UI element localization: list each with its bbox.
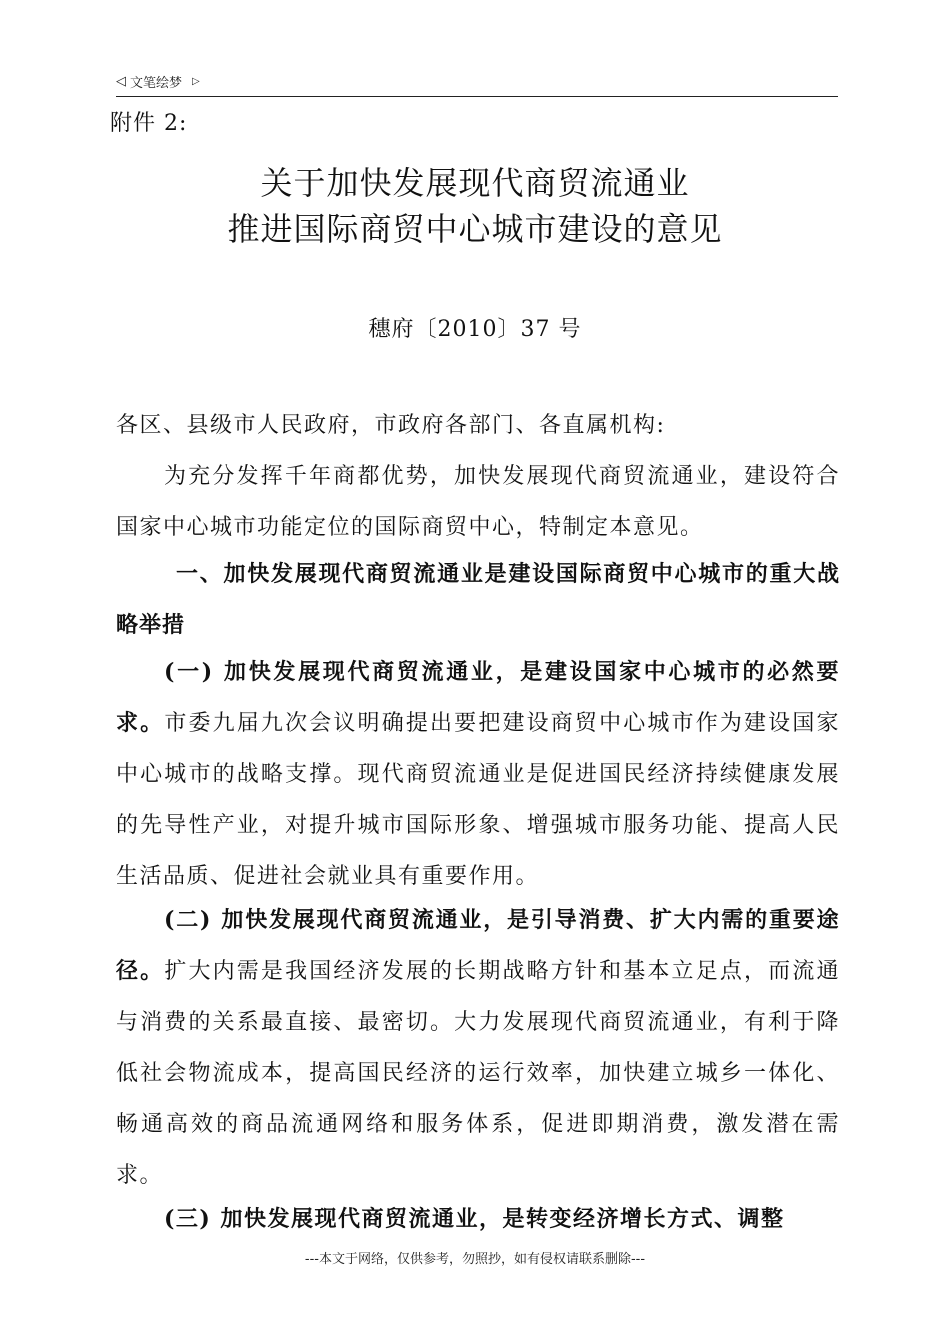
item-3-paragraph [116, 1194, 840, 1245]
item-2-lead: (二) 加快发展现代商贸流通业，是引导消费、扩大内需的重要途径。 [116, 907, 840, 984]
page-footer: ---本文于网络，仅供参考，勿照抄，如有侵权请联系删除--- [304, 1252, 646, 1267]
item-3-lead: (三) 加快发展现代商贸流通业，是转变经济增长方式、调整 [164, 1206, 785, 1232]
triangle-right-icon: ▷ [192, 76, 200, 87]
item-2-paragraph [116, 895, 840, 1201]
header-text: 文笔绘梦 [130, 76, 183, 91]
header-rule [116, 96, 838, 97]
item-1-lead: (一) 加快发展现代商贸流通业，是建设国家中心城市的必然要求。 [116, 659, 840, 736]
item-1-body: 市委九届九次会议明确提出要把建设商贸中心城市作为建设国家中心城市的战略支撑。现代商贸流通业是促进国民经济持续健康发展的先导性产业，对提升城市国际形象、增强城市服务功能、提高人民生活品质、促进社会就业具有重要作用。 [116, 711, 840, 889]
document-number: 穗府〔2010〕37 号 [368, 317, 582, 342]
intro-paragraph: 为充分发挥千年商都优势，加快发展现代商贸流通业，建设符合国家中心城市功能定位的国际商贸中心，特制定本意见。 [116, 464, 840, 540]
page-header [116, 72, 200, 91]
attachment-label: 附件 2: [110, 111, 188, 136]
addressee: 各区、县级市人民政府，市政府各部门、各直属机构: [116, 413, 666, 438]
item-2-body: 扩大内需是我国经济发展的长期战略方针和基本立足点，而流通与消费的关系最直接、最密切。大力发展现代商贸流通业，有利于降低社会物流成本，提高国民经济的运行效率，加快建立城乡一体化、畅通高效的商品流通网络和服务体系，促进即期消费，激发潜在需求。 [116, 959, 840, 1188]
item-1-paragraph [116, 647, 840, 902]
title-line-2: 推进国际商贸中心城市建设的意见 [227, 210, 723, 248]
triangle-left-icon: ◁ [116, 74, 126, 89]
section-1-heading: 一、加快发展现代商贸流通业是建设国际商贸中心城市的重大战略举措 [116, 562, 840, 638]
title-line-1: 关于加快发展现代商贸流通业 [260, 164, 690, 202]
